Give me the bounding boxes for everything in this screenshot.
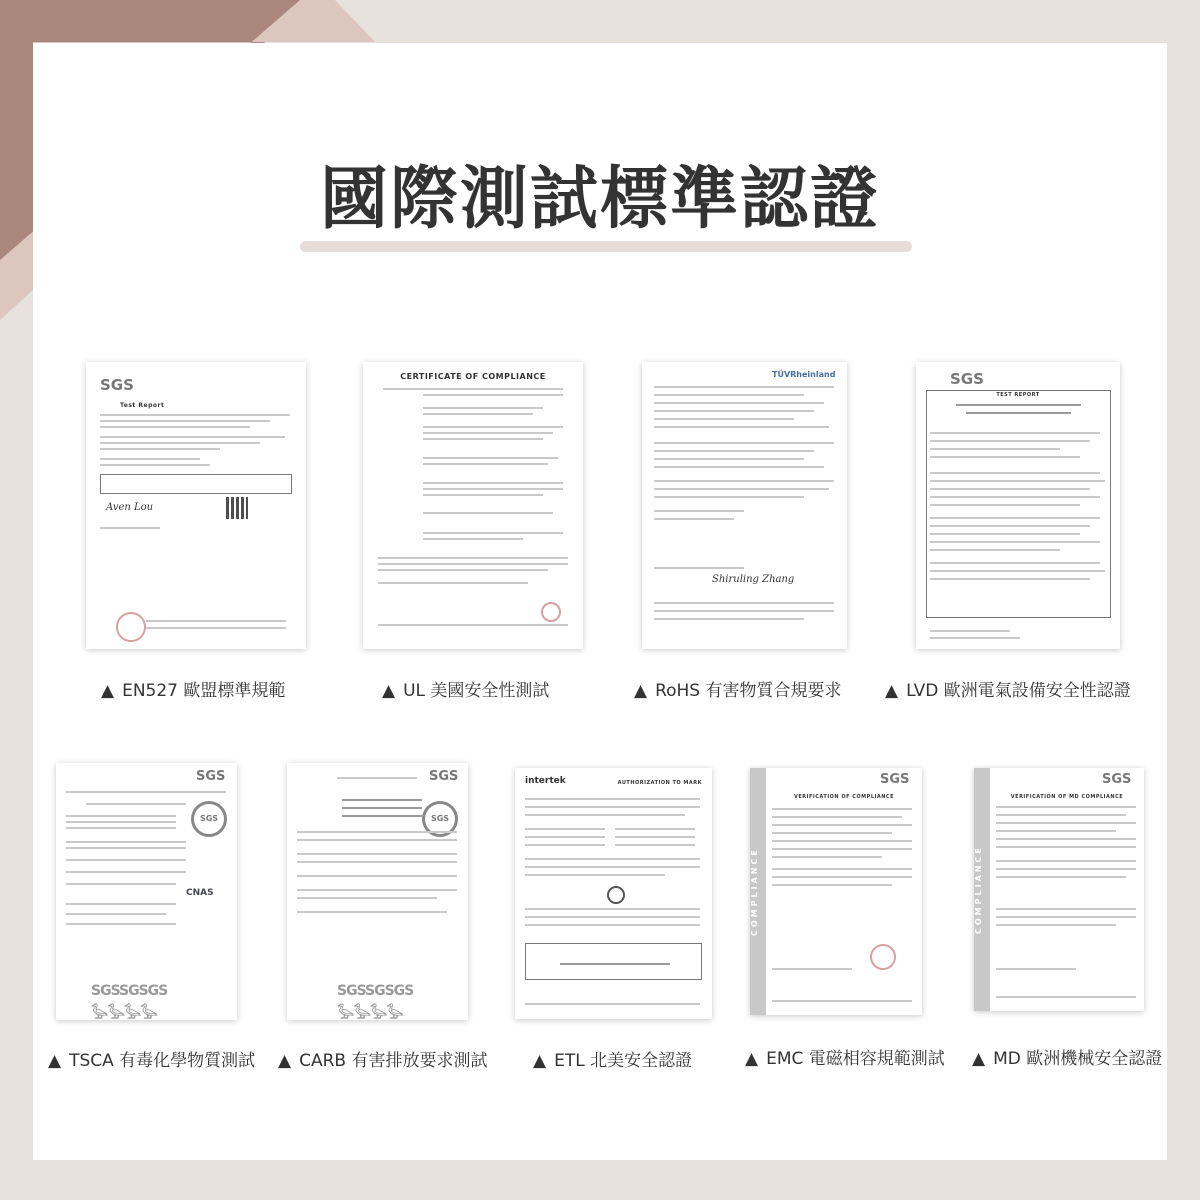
sgs-logo: SGS (100, 376, 134, 394)
intertek-logo: intertek (525, 776, 566, 786)
signature: Shiruling Zhang (712, 574, 795, 585)
ul-mark-icon (541, 602, 561, 622)
compliance-side-label: COMPLIANCE (750, 768, 766, 1015)
certificate-etl (515, 768, 712, 1019)
sgs-round-logo: SGS (191, 801, 227, 837)
caption-ul: ▲ UL 美國安全性測試 (382, 681, 550, 701)
certificate-md (974, 768, 1144, 1011)
certificate-header: VERIFICATION OF MD COMPLIANCE (1010, 794, 1124, 800)
tuv-logo: TÜVRheinland (772, 370, 836, 379)
certificate-header: TEST REPORT (996, 392, 1040, 398)
certificate-header: VERIFICATION OF COMPLIANCE (793, 794, 895, 800)
title-underline (300, 241, 912, 252)
sgs-round-logo: SGS (422, 801, 458, 837)
signature: Aven Lou (106, 502, 154, 513)
certificate-header: Test Report (120, 402, 165, 409)
triangle-marker-icon: ▲ (382, 681, 396, 701)
caption-carb: ▲ CARB 有害排放要求測試 (278, 1051, 488, 1071)
caption-en527: ▲ EN527 歐盟標準規範 (101, 681, 286, 701)
cnas-badge: CNAS (186, 888, 214, 898)
triangle-marker-icon: ▲ (972, 1049, 986, 1069)
certificate-lvd (916, 362, 1120, 649)
certificate-ul (363, 362, 583, 649)
qr-code (226, 497, 248, 519)
caption-md: ▲ MD 歐洲機械安全認證 (972, 1049, 1163, 1069)
decorative-bird-row-icon: SGSSGSGS 𓅭𓅭𓅭𓅭 (91, 983, 168, 1020)
caption-tsca: ▲ TSCA 有毒化學物質測試 (48, 1051, 256, 1071)
compliance-side-label: COMPLIANCE (974, 768, 990, 1011)
caption-etl: ▲ ETL 北美安全認證 (533, 1051, 693, 1071)
caption-emc: ▲ EMC 電磁相容規範測試 (745, 1049, 945, 1069)
triangle-marker-icon: ▲ (48, 1051, 62, 1071)
stamp-seal (116, 612, 146, 642)
stamp-seal (870, 944, 896, 970)
decorative-bird-row-icon: SGSSGSGS 𓅭𓅭𓅭𓅭 (337, 983, 414, 1020)
triangle-marker-icon: ▲ (533, 1051, 547, 1071)
triangle-marker-icon: ▲ (634, 681, 648, 701)
caption-lvd: ▲ LVD 歐洲電氣設備安全性認證 (885, 681, 1131, 701)
certificate-emc (750, 768, 922, 1015)
sgs-logo: SGS (429, 769, 459, 784)
triangle-marker-icon: ▲ (278, 1051, 292, 1071)
sgs-logo: SGS (196, 769, 226, 784)
certificate-rohs (642, 362, 847, 649)
certificate-header: CERTIFICATE OF COMPLIANCE (400, 372, 546, 381)
certificate-carb (287, 763, 468, 1020)
triangle-marker-icon: ▲ (885, 681, 899, 701)
sgs-logo: SGS (1102, 772, 1132, 787)
sgs-logo: SGS (950, 370, 984, 388)
certificate-header: AUTHORIZATION TO MARK (617, 780, 702, 786)
etl-mark-icon (607, 886, 625, 904)
triangle-marker-icon: ▲ (745, 1049, 759, 1069)
certificate-en527 (86, 362, 306, 649)
certificate-tsca (56, 763, 237, 1020)
page-title: 國際測試標準認證 (319, 160, 880, 239)
triangle-marker-icon: ▲ (101, 681, 115, 701)
caption-rohs: ▲ RoHS 有害物質合規要求 (634, 681, 842, 701)
sgs-logo: SGS (880, 772, 910, 787)
